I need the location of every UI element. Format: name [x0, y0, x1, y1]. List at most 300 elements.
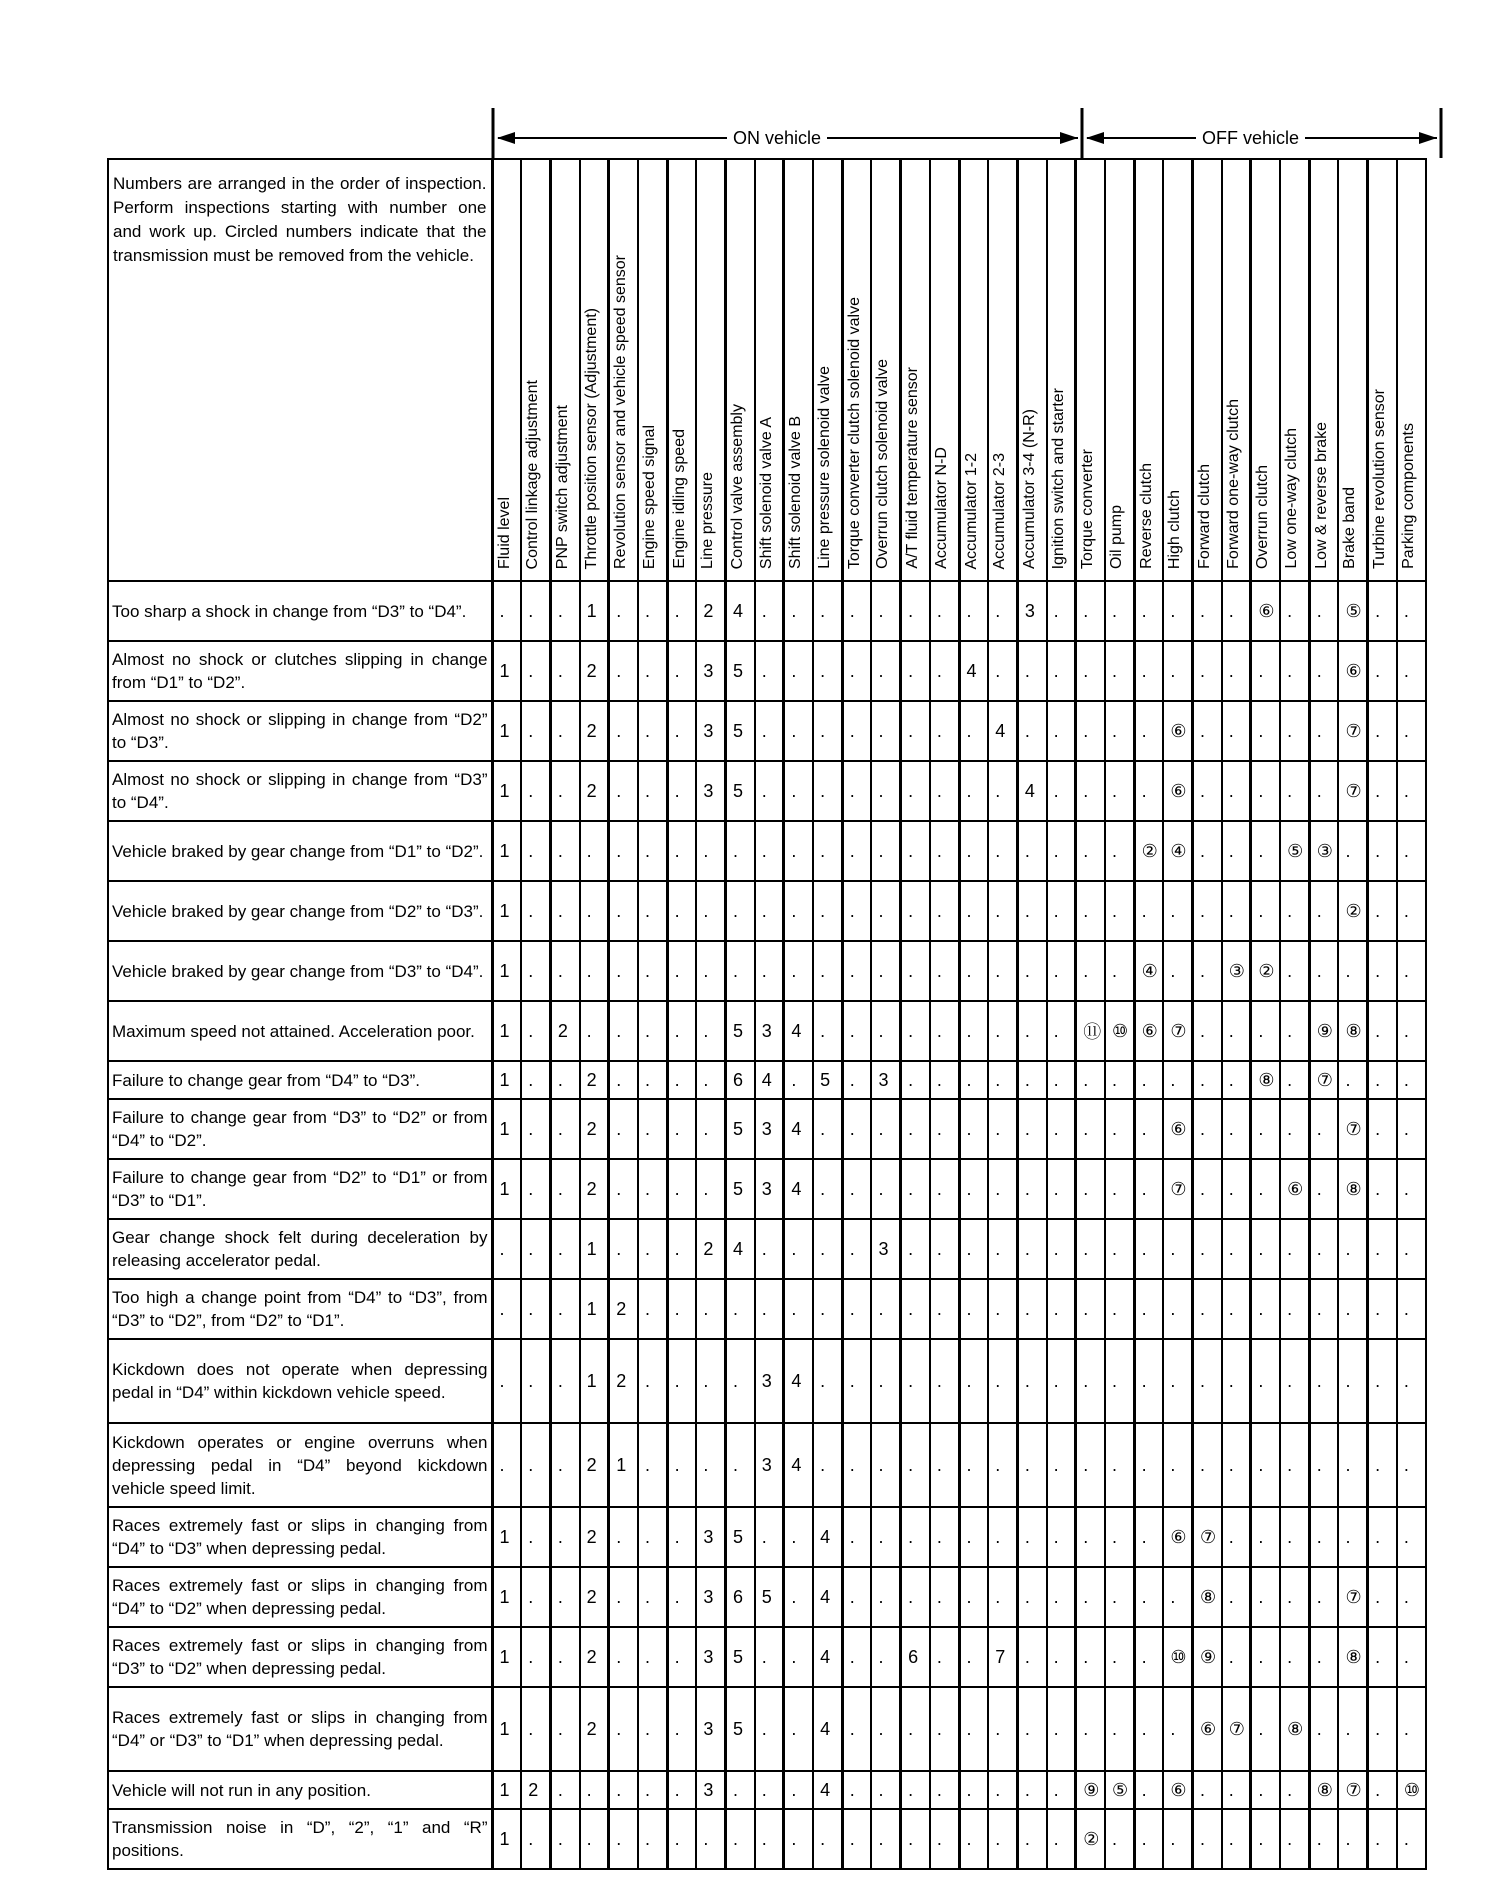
inspection-step: 3 — [696, 1771, 725, 1809]
inspection-step: . — [842, 1771, 871, 1809]
inspection-step: 2 — [580, 701, 609, 761]
inspection-step: . — [842, 941, 871, 1001]
inspection-step: 1 — [492, 1567, 521, 1627]
column-header — [1163, 159, 1192, 581]
inspection-step: . — [784, 1061, 813, 1099]
inspection-step: . — [871, 1567, 900, 1627]
inspection-step: . — [842, 881, 871, 941]
inspection-step: . — [1134, 1339, 1163, 1423]
inspection-step: . — [930, 1809, 959, 1869]
inspection-step: . — [1251, 1423, 1280, 1507]
inspection-step: . — [521, 1279, 550, 1339]
inspection-step: . — [521, 1001, 550, 1061]
inspection-step: ⑥ — [1163, 1771, 1192, 1809]
column-header — [1134, 159, 1163, 581]
column-header-label: Accumulator 2-3 — [991, 452, 1009, 569]
inspection-step: . — [1047, 1159, 1076, 1219]
inspection-step: 5 — [726, 1099, 755, 1159]
inspection-step: . — [1397, 1219, 1426, 1279]
inspection-step: . — [521, 1159, 550, 1219]
inspection-step: . — [1397, 821, 1426, 881]
inspection-step: . — [1368, 1159, 1397, 1219]
column-header-label: PNP switch adjustment — [553, 404, 571, 569]
inspection-step: . — [609, 641, 638, 701]
inspection-step: . — [930, 1061, 959, 1099]
inspection-step: . — [1163, 1279, 1192, 1339]
inspection-step: . — [667, 701, 696, 761]
symptom-label: Races extremely fast or slips in changing from “D4” to “D3” when depressing pedal. — [108, 1507, 492, 1567]
inspection-step: . — [1309, 1099, 1338, 1159]
inspection-step: ⑦ — [1193, 1507, 1222, 1567]
inspection-step: 1 — [492, 641, 521, 701]
inspection-step: . — [871, 1507, 900, 1567]
inspection-step: . — [784, 641, 813, 701]
inspection-step: 1 — [580, 1279, 609, 1339]
inspection-step: 4 — [813, 1627, 842, 1687]
inspection-step: . — [1397, 701, 1426, 761]
inspection-step: ② — [1076, 1809, 1105, 1869]
column-header-label: Fluid level — [495, 496, 513, 569]
inspection-step: . — [521, 1507, 550, 1567]
inspection-step: . — [1251, 1567, 1280, 1627]
inspection-step: ⑥ — [1163, 1099, 1192, 1159]
inspection-step: . — [667, 641, 696, 701]
inspection-step: . — [1368, 641, 1397, 701]
inspection-step: . — [1163, 881, 1192, 941]
inspection-step: . — [1193, 881, 1222, 941]
inspection-step: . — [1368, 1061, 1397, 1099]
inspection-step: . — [726, 1339, 755, 1423]
inspection-step: . — [1134, 1061, 1163, 1099]
symptom-label: Vehicle braked by gear change from “D1” to “D2”. — [108, 821, 492, 881]
inspection-step: . — [1047, 1423, 1076, 1507]
column-header — [755, 159, 784, 581]
inspection-step: ⑥ — [1134, 1001, 1163, 1061]
inspection-step: . — [813, 1219, 842, 1279]
inspection-step: 2 — [580, 1567, 609, 1627]
inspection-step: . — [550, 1771, 579, 1809]
inspection-step: . — [609, 1627, 638, 1687]
inspection-step: ⑧ — [1338, 1627, 1367, 1687]
symptom-label: Almost no shock or clutches slipping in change from “D1” to “D2”. — [108, 641, 492, 701]
inspection-step: . — [784, 1507, 813, 1567]
inspection-step: . — [813, 1099, 842, 1159]
inspection-step: . — [901, 1771, 930, 1809]
inspection-step: . — [1280, 941, 1309, 1001]
inspection-step: 2 — [580, 761, 609, 821]
inspection-step: . — [667, 1567, 696, 1627]
inspection-step: . — [1280, 581, 1309, 641]
inspection-step: . — [550, 881, 579, 941]
inspection-step: . — [1397, 1099, 1426, 1159]
inspection-step: . — [726, 821, 755, 881]
inspection-step: . — [1309, 1219, 1338, 1279]
inspection-step: . — [871, 581, 900, 641]
inspection-step: . — [667, 1279, 696, 1339]
inspection-step: . — [1338, 1423, 1367, 1507]
inspection-step: . — [988, 1001, 1017, 1061]
inspection-step: . — [521, 1687, 550, 1771]
inspection-step: . — [1076, 821, 1105, 881]
inspection-step: . — [959, 1627, 988, 1687]
inspection-step: . — [755, 1771, 784, 1809]
inspection-step: . — [1309, 1627, 1338, 1687]
inspection-step: . — [871, 1627, 900, 1687]
inspection-step: . — [1368, 941, 1397, 1001]
table-row — [108, 1061, 1426, 1099]
inspection-step: . — [1193, 1061, 1222, 1099]
inspection-step: ⑧ — [1193, 1567, 1222, 1627]
inspection-step: . — [1163, 941, 1192, 1001]
inspection-step: . — [1017, 641, 1046, 701]
inspection-step: . — [1017, 1423, 1046, 1507]
inspection-step: 4 — [813, 1567, 842, 1627]
inspection-step: . — [813, 941, 842, 1001]
inspection-step: 4 — [813, 1771, 842, 1809]
inspection-step: . — [1193, 581, 1222, 641]
inspection-step: 1 — [492, 701, 521, 761]
inspection-step: . — [901, 761, 930, 821]
inspection-step: . — [871, 1687, 900, 1771]
inspection-step: ⑧ — [1251, 1061, 1280, 1099]
inspection-step: 4 — [784, 1423, 813, 1507]
inspection-step: . — [1047, 1507, 1076, 1567]
inspection-step: . — [667, 1339, 696, 1423]
inspection-step: . — [1017, 1279, 1046, 1339]
inspection-step: . — [609, 1219, 638, 1279]
inspection-step: . — [988, 1771, 1017, 1809]
inspection-step: . — [755, 761, 784, 821]
inspection-step: . — [842, 1423, 871, 1507]
inspection-step: 4 — [726, 581, 755, 641]
inspection-step: . — [667, 1423, 696, 1507]
column-header — [959, 159, 988, 581]
inspection-step: . — [1338, 1279, 1367, 1339]
symptom-label: Kickdown does not operate when depressing pedal in “D4” within kickdown vehicle speed. — [108, 1339, 492, 1423]
symptom-label: Gear change shock felt during deceleration by releasing accelerator pedal. — [108, 1219, 492, 1279]
inspection-step: . — [1105, 581, 1134, 641]
table-row — [108, 821, 1426, 881]
symptom-label: Races extremely fast or slips in changing from “D3” to “D2” when depressing pedal. — [108, 1627, 492, 1687]
inspection-step: . — [492, 1339, 521, 1423]
inspection-step: . — [1309, 1687, 1338, 1771]
inspection-step: . — [930, 821, 959, 881]
inspection-step: . — [667, 1061, 696, 1099]
inspection-step: 1 — [492, 1687, 521, 1771]
inspection-step: . — [959, 1423, 988, 1507]
inspection-step: . — [842, 1279, 871, 1339]
inspection-step: . — [1076, 701, 1105, 761]
inspection-step: . — [1309, 1339, 1338, 1423]
inspection-step: . — [1017, 1567, 1046, 1627]
inspection-step: . — [959, 761, 988, 821]
inspection-step: ⑥ — [1163, 1507, 1192, 1567]
inspection-step: . — [1368, 1809, 1397, 1869]
inspection-step: . — [696, 1279, 725, 1339]
inspection-step: . — [784, 941, 813, 1001]
column-header — [521, 159, 550, 581]
inspection-step: . — [1105, 881, 1134, 941]
inspection-step: . — [901, 1339, 930, 1423]
on-vehicle-label: ON vehicle — [727, 128, 827, 148]
inspection-step: . — [842, 1507, 871, 1567]
inspection-step: . — [1105, 1627, 1134, 1687]
inspection-step: . — [1134, 1159, 1163, 1219]
inspection-step: . — [1368, 1423, 1397, 1507]
inspection-step: 6 — [901, 1627, 930, 1687]
inspection-step: . — [1222, 1061, 1251, 1099]
inspection-step: . — [1105, 1159, 1134, 1219]
inspection-step: . — [1397, 941, 1426, 1001]
inspection-step: . — [988, 881, 1017, 941]
inspection-step: . — [1368, 1001, 1397, 1061]
column-header-label: Overrun clutch solenoid valve — [874, 359, 892, 569]
inspection-step: ⑧ — [1338, 1159, 1367, 1219]
inspection-step: . — [755, 1219, 784, 1279]
inspection-step: . — [813, 1423, 842, 1507]
column-header-label: Control valve assembly — [729, 403, 746, 569]
inspection-step: . — [755, 1507, 784, 1567]
inspection-step: . — [1309, 941, 1338, 1001]
inspection-step: 4 — [813, 1507, 842, 1567]
inspection-step: . — [1338, 1507, 1367, 1567]
inspection-step: 2 — [696, 1219, 725, 1279]
inspection-step: . — [580, 941, 609, 1001]
symptom-label: Too high a change point from “D4” to “D3”, from “D3” to “D2”, from “D2” to “D1”. — [108, 1279, 492, 1339]
inspection-step: . — [1397, 761, 1426, 821]
inspection-step: . — [813, 1159, 842, 1219]
column-header-label: Torque converter — [1079, 448, 1097, 569]
inspection-step: . — [1193, 641, 1222, 701]
inspection-step: . — [1309, 1159, 1338, 1219]
inspection-step: . — [930, 1339, 959, 1423]
inspection-step: . — [1368, 1771, 1397, 1809]
inspection-step: . — [1047, 1771, 1076, 1809]
inspection-step: . — [871, 1159, 900, 1219]
inspection-step: 2 — [696, 581, 725, 641]
inspection-step: . — [842, 1099, 871, 1159]
inspection-step: . — [1193, 701, 1222, 761]
inspection-step: 6 — [726, 1567, 755, 1627]
inspection-step: . — [755, 941, 784, 1001]
inspection-step: . — [1193, 1339, 1222, 1423]
inspection-step: 1 — [492, 1507, 521, 1567]
inspection-step: ⑥ — [1193, 1687, 1222, 1771]
inspection-step: . — [988, 1423, 1017, 1507]
inspection-step: . — [1105, 1687, 1134, 1771]
inspection-step: . — [755, 1627, 784, 1687]
inspection-step: 3 — [696, 1567, 725, 1627]
symptom-label: Failure to change gear from “D3” to “D2” or from “D4” to “D2”. — [108, 1099, 492, 1159]
diagnosis-table — [107, 158, 1427, 1870]
inspection-step: . — [609, 1687, 638, 1771]
inspection-step: ⑨ — [1309, 1001, 1338, 1061]
inspection-step: 3 — [1017, 581, 1046, 641]
inspection-step: . — [1076, 1159, 1105, 1219]
inspection-step: . — [1193, 1159, 1222, 1219]
column-header — [667, 159, 696, 581]
inspection-step: . — [755, 881, 784, 941]
inspection-step: . — [901, 1159, 930, 1219]
inspection-step: . — [638, 761, 667, 821]
inspection-step: . — [1163, 581, 1192, 641]
column-header — [1251, 159, 1280, 581]
inspection-step: . — [1309, 1423, 1338, 1507]
column-header-label: Reverse clutch — [1137, 463, 1155, 569]
inspection-step: . — [901, 1279, 930, 1339]
inspection-step: . — [1105, 1219, 1134, 1279]
inspection-step: . — [1076, 1687, 1105, 1771]
column-header — [1076, 159, 1105, 581]
symptom-label: Almost no shock or slipping in change from “D3” to “D4”. — [108, 761, 492, 821]
inspection-step: . — [550, 641, 579, 701]
inspection-step: . — [1368, 1567, 1397, 1627]
inspection-step: ② — [1251, 941, 1280, 1001]
inspection-step: . — [1047, 1279, 1076, 1339]
inspection-step: . — [901, 1507, 930, 1567]
inspection-step: 2 — [609, 1339, 638, 1423]
inspection-step: . — [901, 1687, 930, 1771]
inspection-step: . — [1280, 881, 1309, 941]
inspection-step: . — [521, 1099, 550, 1159]
inspection-step: ⑩ — [1397, 1771, 1426, 1809]
inspection-step: . — [755, 1809, 784, 1869]
inspection-step: . — [696, 881, 725, 941]
table-row — [108, 1279, 1426, 1339]
inspection-step: . — [871, 1809, 900, 1869]
inspection-step: . — [550, 701, 579, 761]
inspection-step: ⑧ — [1280, 1687, 1309, 1771]
inspection-step: . — [521, 1339, 550, 1423]
inspection-step: . — [667, 761, 696, 821]
inspection-step: . — [696, 1809, 725, 1869]
inspection-step: . — [813, 821, 842, 881]
inspection-step: . — [901, 1001, 930, 1061]
inspection-step: . — [959, 941, 988, 1001]
inspection-step: ⑦ — [1338, 1771, 1367, 1809]
column-header-label: Overrun clutch — [1254, 464, 1272, 569]
inspection-step: . — [930, 761, 959, 821]
inspection-step: . — [1017, 1687, 1046, 1771]
inspection-step: . — [1397, 1507, 1426, 1567]
inspection-step: . — [1105, 1567, 1134, 1627]
inspection-step: . — [988, 1687, 1017, 1771]
inspection-step: . — [784, 1279, 813, 1339]
inspection-step: . — [1309, 1809, 1338, 1869]
inspection-step: . — [1134, 1627, 1163, 1687]
inspection-step: . — [550, 1061, 579, 1099]
inspection-step: ⑦ — [1163, 1001, 1192, 1061]
column-header — [1397, 159, 1426, 581]
column-header-label: Oil pump — [1107, 504, 1125, 569]
inspection-step: . — [1047, 641, 1076, 701]
inspection-step: . — [842, 1627, 871, 1687]
inspection-step: . — [609, 1159, 638, 1219]
inspection-step: . — [1280, 1809, 1309, 1869]
inspection-step: 3 — [696, 1687, 725, 1771]
inspection-step: . — [1397, 1423, 1426, 1507]
inspection-step: . — [521, 1627, 550, 1687]
inspection-step: . — [959, 1001, 988, 1061]
inspection-step: . — [1251, 1219, 1280, 1279]
inspection-step: ⑤ — [1280, 821, 1309, 881]
inspection-step: . — [1105, 761, 1134, 821]
inspection-step: . — [1047, 1219, 1076, 1279]
inspection-step: . — [1193, 821, 1222, 881]
inspection-step: 4 — [755, 1061, 784, 1099]
inspection-step: . — [638, 1099, 667, 1159]
inspection-step: . — [959, 1507, 988, 1567]
inspection-step: . — [988, 1159, 1017, 1219]
table-row — [108, 1507, 1426, 1567]
inspection-step: . — [1338, 1219, 1367, 1279]
inspection-step: . — [871, 1099, 900, 1159]
column-header-label: Torque converter clutch solenoid valve — [845, 296, 863, 569]
inspection-step: . — [813, 1279, 842, 1339]
inspection-step: . — [930, 1507, 959, 1567]
table-row — [108, 1099, 1426, 1159]
inspection-step: . — [930, 1001, 959, 1061]
inspection-step: 5 — [726, 641, 755, 701]
inspection-step: . — [1368, 1627, 1397, 1687]
inspection-step: 3 — [696, 1627, 725, 1687]
inspection-step: . — [1338, 941, 1367, 1001]
inspection-step: . — [1251, 1339, 1280, 1423]
inspection-step: . — [842, 701, 871, 761]
inspection-step: . — [667, 881, 696, 941]
inspection-step: . — [1338, 821, 1367, 881]
inspection-step: . — [638, 1001, 667, 1061]
inspection-step: 4 — [813, 1687, 842, 1771]
inspection-step: . — [959, 1219, 988, 1279]
inspection-step: . — [901, 1099, 930, 1159]
inspection-step: . — [1047, 1627, 1076, 1687]
inspection-step: . — [1076, 581, 1105, 641]
inspection-step: . — [638, 1279, 667, 1339]
inspection-step: . — [1309, 761, 1338, 821]
inspection-step: . — [550, 761, 579, 821]
column-header — [609, 159, 638, 581]
inspection-step: . — [492, 581, 521, 641]
inspection-step: . — [1397, 1627, 1426, 1687]
inspection-step: . — [1338, 1061, 1367, 1099]
inspection-step: . — [1368, 881, 1397, 941]
inspection-step: . — [1368, 821, 1397, 881]
inspection-step: ② — [1134, 821, 1163, 881]
table-row — [108, 941, 1426, 1001]
inspection-step: . — [638, 821, 667, 881]
inspection-step: 1 — [609, 1423, 638, 1507]
inspection-step: . — [1017, 701, 1046, 761]
inspection-step: . — [1280, 1507, 1309, 1567]
inspection-step: . — [1047, 821, 1076, 881]
inspection-step: . — [1134, 1099, 1163, 1159]
column-header — [930, 159, 959, 581]
column-header-label: Forward clutch — [1196, 464, 1213, 569]
inspection-step: . — [1280, 1771, 1309, 1809]
inspection-step: 1 — [492, 1099, 521, 1159]
inspection-step: . — [1222, 821, 1251, 881]
inspection-step: . — [901, 1219, 930, 1279]
inspection-step: 5 — [726, 1687, 755, 1771]
inspection-step: . — [930, 1099, 959, 1159]
inspection-step: . — [988, 1809, 1017, 1869]
inspection-step: 1 — [492, 881, 521, 941]
inspection-step: . — [696, 1099, 725, 1159]
inspection-step: . — [1163, 1687, 1192, 1771]
inspection-step: ⑦ — [1222, 1687, 1251, 1771]
inspection-step: . — [1105, 1809, 1134, 1869]
